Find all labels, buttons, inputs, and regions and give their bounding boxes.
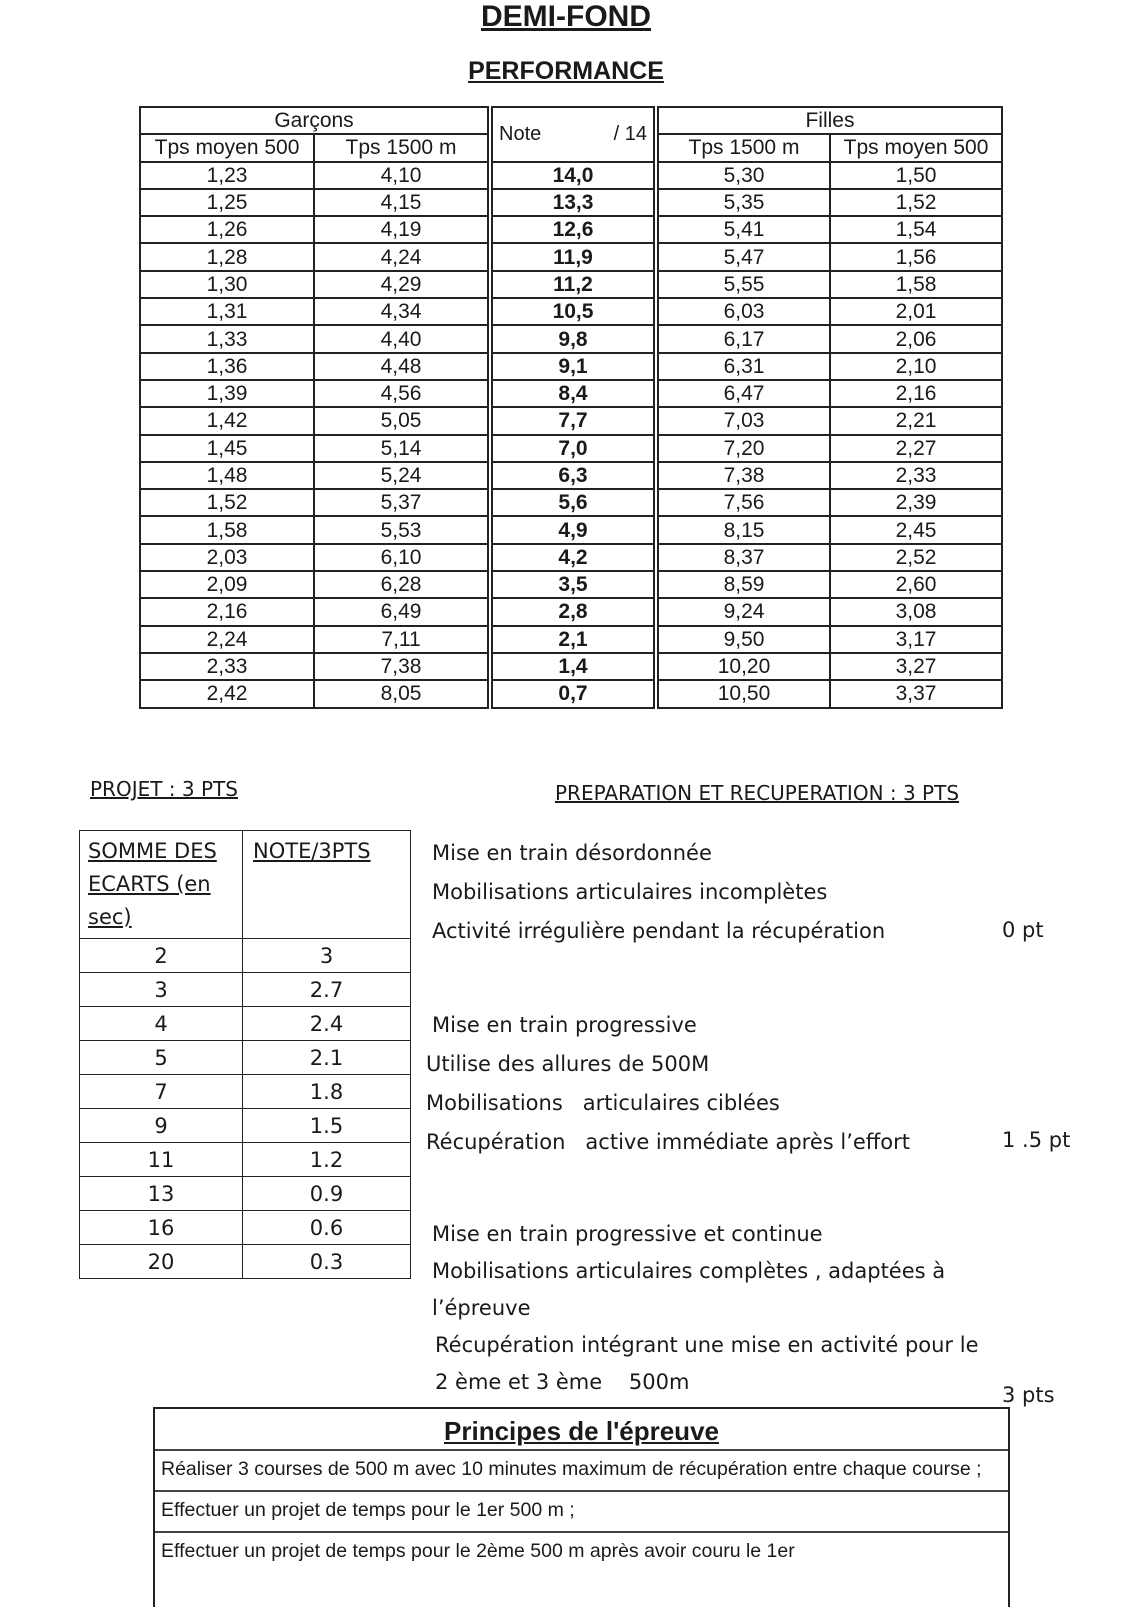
table-row	[80, 1245, 411, 1279]
filles-1500-cell: 5,55	[656, 271, 830, 298]
table-row	[140, 462, 1002, 489]
projet-col-ecarts-header: SOMME DES ECARTS (en sec)	[80, 831, 243, 939]
table-row	[140, 189, 1002, 216]
garcons-1500-cell: 4,19	[314, 216, 490, 243]
principe-item: Effectuer un projet de temps pour le 2ème 500 m après avoir couru le 1er	[155, 1531, 1008, 1572]
projet-table	[79, 830, 411, 1279]
criteria-points-1: 0 pt	[1002, 918, 1044, 942]
garcons-500-cell: 1,42	[140, 407, 314, 434]
criteria-points-3: 3 pts	[1002, 1383, 1055, 1407]
garcons-500-cell: 1,30	[140, 271, 314, 298]
filles-1500-cell: 8,37	[656, 544, 830, 571]
note-cell: 4,9	[490, 516, 656, 543]
filles-500-cell: 2,10	[830, 353, 1002, 380]
column-header-garcons-1500: Tps 1500 m	[314, 134, 490, 161]
table-row	[140, 271, 1002, 298]
filles-1500-cell: 7,56	[656, 489, 830, 516]
filles-1500-cell: 6,31	[656, 353, 830, 380]
projet-col-note-header: NOTE/3PTS	[243, 831, 411, 939]
garcons-500-cell: 1,31	[140, 298, 314, 325]
garcons-500-cell: 1,25	[140, 189, 314, 216]
criteria-line: Mise en train progressive et continue	[432, 1222, 823, 1246]
note-cell: 12,6	[490, 216, 656, 243]
filles-500-cell: 3,37	[830, 680, 1002, 707]
garcons-500-cell: 1,48	[140, 462, 314, 489]
garcons-500-cell: 2,42	[140, 680, 314, 707]
garcons-500-cell: 1,58	[140, 516, 314, 543]
table-row	[80, 973, 411, 1007]
filles-500-cell: 3,27	[830, 653, 1002, 680]
filles-1500-cell: 5,30	[656, 162, 830, 189]
note-cell: 2.4	[243, 1007, 411, 1041]
garcons-500-cell: 2,33	[140, 653, 314, 680]
table-row	[140, 435, 1002, 462]
garcons-1500-cell: 5,37	[314, 489, 490, 516]
note-cell: 8,4	[490, 380, 656, 407]
ecart-cell: 13	[80, 1177, 243, 1211]
garcons-1500-cell: 5,05	[314, 407, 490, 434]
garcons-500-cell: 2,24	[140, 626, 314, 653]
ecart-cell: 9	[80, 1109, 243, 1143]
table-row	[140, 298, 1002, 325]
principe-item: Réaliser 3 courses de 500 m avec 10 minutes maximum de récupération entre chaque course ;	[155, 1449, 1008, 1490]
principe-item: Effectuer un projet de temps pour le 1er 500 m ;	[155, 1490, 1008, 1531]
note-header	[490, 107, 656, 162]
table-row	[80, 1109, 411, 1143]
ecart-cell: 5	[80, 1041, 243, 1075]
ecart-cell: 20	[80, 1245, 243, 1279]
filles-1500-cell: 9,24	[656, 598, 830, 625]
note-cell: 9,8	[490, 325, 656, 352]
garcons-1500-cell: 5,53	[314, 516, 490, 543]
criteria-line: Récupération intégrant une mise en activité pour le	[435, 1333, 979, 1357]
garcons-1500-cell: 4,48	[314, 353, 490, 380]
criteria-line: 2 ème et 3 ème 500m	[435, 1370, 690, 1394]
note-cell: 1.2	[243, 1143, 411, 1177]
garcons-500-cell: 2,16	[140, 598, 314, 625]
filles-500-cell: 1,58	[830, 271, 1002, 298]
garcons-1500-cell: 6,10	[314, 544, 490, 571]
garcons-500-cell: 1,36	[140, 353, 314, 380]
garcons-1500-cell: 4,34	[314, 298, 490, 325]
note-cell: 4,2	[490, 544, 656, 571]
filles-500-cell: 2,33	[830, 462, 1002, 489]
filles-500-cell: 2,52	[830, 544, 1002, 571]
table-row	[140, 407, 1002, 434]
table-row	[80, 1143, 411, 1177]
filles-500-cell: 1,50	[830, 162, 1002, 189]
ecart-cell: 7	[80, 1075, 243, 1109]
note-cell: 10,5	[490, 298, 656, 325]
criteria-line: Utilise des allures de 500M	[426, 1052, 710, 1076]
note-scale: / 14	[613, 122, 647, 145]
table-row	[140, 216, 1002, 243]
garcons-1500-cell: 7,38	[314, 653, 490, 680]
filles-1500-cell: 8,59	[656, 571, 830, 598]
note-cell: 7,7	[490, 407, 656, 434]
projet-label: PROJET : 3 PTS	[90, 777, 238, 801]
table-row	[80, 939, 411, 973]
table-row	[80, 1177, 411, 1211]
filles-500-cell: 2,01	[830, 298, 1002, 325]
garcons-1500-cell: 5,24	[314, 462, 490, 489]
note-cell: 1.5	[243, 1109, 411, 1143]
garcons-1500-cell: 7,11	[314, 626, 490, 653]
filles-500-cell: 3,08	[830, 598, 1002, 625]
criteria-line: l’épreuve	[432, 1296, 531, 1320]
filles-500-cell: 1,52	[830, 189, 1002, 216]
table-row	[140, 325, 1002, 352]
note-cell: 0.3	[243, 1245, 411, 1279]
table-row	[140, 571, 1002, 598]
filles-500-cell: 3,17	[830, 626, 1002, 653]
criteria-level-3	[432, 1216, 979, 1401]
table-row	[140, 598, 1002, 625]
note-cell: 5,6	[490, 489, 656, 516]
filles-500-cell: 2,21	[830, 407, 1002, 434]
filles-1500-cell: 5,35	[656, 189, 830, 216]
garcons-500-cell: 1,23	[140, 162, 314, 189]
criteria-line: Mobilisations articulaires complètes , adaptées à	[432, 1259, 946, 1283]
filles-1500-cell: 7,20	[656, 435, 830, 462]
note-cell: 14,0	[490, 162, 656, 189]
garcons-500-cell: 1,39	[140, 380, 314, 407]
performance-table	[139, 106, 1003, 709]
criteria-points-2: 1 .5 pt	[1002, 1128, 1071, 1152]
note-cell: 0.6	[243, 1211, 411, 1245]
column-header-filles-500: Tps moyen 500	[830, 134, 1002, 161]
garcons-1500-cell: 4,15	[314, 189, 490, 216]
preparation-label: PREPARATION ET RECUPERATION : 3 PTS	[555, 781, 960, 805]
garcons-500-cell: 2,03	[140, 544, 314, 571]
garcons-1500-cell: 4,29	[314, 271, 490, 298]
note-cell: 2.1	[243, 1041, 411, 1075]
note-cell: 11,9	[490, 243, 656, 270]
table-row	[80, 1007, 411, 1041]
note-cell: 7,0	[490, 435, 656, 462]
garcons-500-cell: 2,09	[140, 571, 314, 598]
filles-500-cell: 2,27	[830, 435, 1002, 462]
section-title-performance: PERFORMANCE	[468, 57, 664, 85]
note-cell: 6,3	[490, 462, 656, 489]
table-row	[140, 380, 1002, 407]
filles-1500-cell: 6,47	[656, 380, 830, 407]
criteria-line: Mise en train désordonnée	[432, 841, 712, 865]
filles-500-cell: 1,56	[830, 243, 1002, 270]
garcons-500-cell: 1,52	[140, 489, 314, 516]
table-row	[140, 626, 1002, 653]
filles-1500-cell: 7,38	[656, 462, 830, 489]
filles-500-cell: 2,06	[830, 325, 1002, 352]
garcons-500-cell: 1,28	[140, 243, 314, 270]
note-cell: 2,1	[490, 626, 656, 653]
ecart-cell: 11	[80, 1143, 243, 1177]
filles-500-cell: 2,60	[830, 571, 1002, 598]
note-cell: 9,1	[490, 353, 656, 380]
note-cell: 2,8	[490, 598, 656, 625]
note-label: Note	[499, 122, 542, 145]
criteria-line: Mobilisations articulaires incomplètes	[432, 880, 828, 904]
note-cell: 2.7	[243, 973, 411, 1007]
ecart-cell: 4	[80, 1007, 243, 1041]
criteria-line: Activité irrégulière pendant la récupération	[432, 919, 886, 943]
garcons-500-cell: 1,45	[140, 435, 314, 462]
filles-1500-cell: 10,20	[656, 653, 830, 680]
table-row	[80, 1075, 411, 1109]
garcons-1500-cell: 4,10	[314, 162, 490, 189]
garcons-1500-cell: 4,40	[314, 325, 490, 352]
criteria-line: Mise en train progressive	[432, 1013, 697, 1037]
filles-1500-cell: 5,47	[656, 243, 830, 270]
table-row	[140, 544, 1002, 571]
principes-title: Principes de l'épreuve	[444, 1416, 719, 1446]
filles-500-cell: 2,45	[830, 516, 1002, 543]
filles-1500-cell: 8,15	[656, 516, 830, 543]
principes-box	[153, 1407, 1010, 1607]
table-row	[80, 1211, 411, 1245]
filles-1500-cell: 6,17	[656, 325, 830, 352]
note-cell: 3,5	[490, 571, 656, 598]
note-cell: 13,3	[490, 189, 656, 216]
page-title: DEMI-FOND	[481, 0, 651, 33]
group-header-garcons: Garçons	[140, 107, 490, 134]
garcons-1500-cell: 6,49	[314, 598, 490, 625]
criteria-level-1	[432, 834, 885, 951]
table-row	[140, 516, 1002, 543]
garcons-1500-cell: 4,56	[314, 380, 490, 407]
filles-500-cell: 1,54	[830, 216, 1002, 243]
table-row	[140, 243, 1002, 270]
table-row	[80, 1041, 411, 1075]
filles-500-cell: 2,16	[830, 380, 1002, 407]
note-cell: 0.9	[243, 1177, 411, 1211]
filles-1500-cell: 10,50	[656, 680, 830, 707]
table-row	[140, 353, 1002, 380]
note-cell: 11,2	[490, 271, 656, 298]
filles-500-cell: 2,39	[830, 489, 1002, 516]
table-row	[140, 162, 1002, 189]
criteria-line: Mobilisations articulaires ciblées	[426, 1091, 780, 1115]
ecart-cell: 3	[80, 973, 243, 1007]
note-cell: 1,4	[490, 653, 656, 680]
table-row	[140, 653, 1002, 680]
garcons-500-cell: 1,33	[140, 325, 314, 352]
garcons-1500-cell: 5,14	[314, 435, 490, 462]
ecart-cell: 16	[80, 1211, 243, 1245]
garcons-1500-cell: 4,24	[314, 243, 490, 270]
group-header-filles: Filles	[656, 107, 1002, 134]
garcons-1500-cell: 8,05	[314, 680, 490, 707]
note-cell: 1.8	[243, 1075, 411, 1109]
filles-1500-cell: 7,03	[656, 407, 830, 434]
ecart-cell: 2	[80, 939, 243, 973]
filles-1500-cell: 9,50	[656, 626, 830, 653]
garcons-1500-cell: 6,28	[314, 571, 490, 598]
criteria-line: Récupération active immédiate après l’effort	[426, 1130, 910, 1154]
filles-1500-cell: 6,03	[656, 298, 830, 325]
table-row	[140, 680, 1002, 707]
garcons-500-cell: 1,26	[140, 216, 314, 243]
note-cell: 3	[243, 939, 411, 973]
column-header-filles-1500: Tps 1500 m	[656, 134, 830, 161]
table-row	[140, 489, 1002, 516]
column-header-garcons-500: Tps moyen 500	[140, 134, 314, 161]
criteria-level-2	[426, 1006, 910, 1162]
filles-1500-cell: 5,41	[656, 216, 830, 243]
note-cell: 0,7	[490, 680, 656, 707]
